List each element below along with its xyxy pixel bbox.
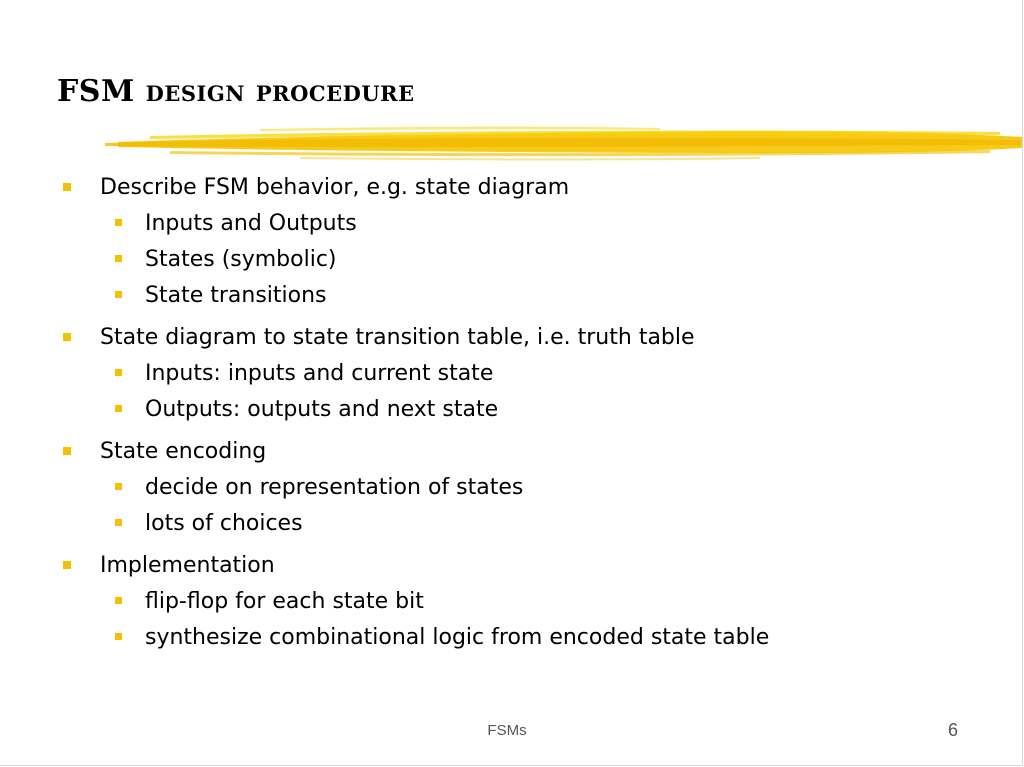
sub-bullet-item — [100, 242, 960, 278]
sub-bullet-text: Outputs: outputs and next state — [145, 397, 499, 422]
highlighter-brush-stroke — [0, 120, 1024, 164]
bullet-text: State encoding — [100, 439, 267, 464]
page-number: 6 — [947, 720, 958, 740]
square-bullet-icon — [63, 183, 71, 191]
sub-bullet-list — [100, 356, 960, 428]
sub-bullet-item — [100, 620, 960, 656]
sub-bullet-item — [100, 356, 960, 392]
sub-bullet-item — [100, 584, 960, 620]
square-bullet-icon — [115, 219, 122, 226]
sub-bullet-text: lots of choices — [145, 511, 303, 536]
footer-text: FSMs — [487, 722, 527, 739]
sub-bullet-item — [100, 506, 960, 542]
bullet-text: State diagram to state transition table, i.e. truth table — [100, 325, 695, 350]
bullet-text: Implementation — [100, 553, 275, 578]
square-bullet-icon — [115, 519, 122, 526]
sub-bullet-item — [100, 392, 960, 428]
sub-bullet-text: synthesize combinational logic from encoded state table — [145, 625, 770, 650]
sub-bullet-text: State transitions — [145, 283, 327, 308]
sub-bullet-text: decide on representation of states — [145, 475, 524, 500]
sub-bullet-text: Inputs: inputs and current state — [145, 361, 494, 386]
square-bullet-icon — [63, 447, 71, 455]
sub-bullet-item — [100, 470, 960, 506]
square-bullet-icon — [115, 369, 122, 376]
square-bullet-icon — [115, 291, 122, 298]
slide-title: FSM design procedure — [57, 74, 415, 109]
sub-bullet-item — [100, 278, 960, 314]
sub-bullet-list — [100, 470, 960, 542]
bullet-list — [60, 170, 960, 656]
bullet-item — [60, 320, 960, 428]
sub-bullet-text: Inputs and Outputs — [145, 211, 357, 236]
square-bullet-icon — [115, 405, 122, 412]
bullet-item — [60, 170, 960, 314]
sub-bullet-list — [100, 584, 960, 656]
bullet-item — [60, 434, 960, 542]
square-bullet-icon — [115, 597, 122, 604]
square-bullet-icon — [115, 633, 122, 640]
sub-bullet-text: States (symbolic) — [145, 247, 337, 272]
sub-bullet-text: flip-flop for each state bit — [145, 589, 424, 614]
square-bullet-icon — [115, 483, 122, 490]
sub-bullet-item — [100, 206, 960, 242]
square-bullet-icon — [115, 255, 122, 262]
bullet-item — [60, 548, 960, 656]
square-bullet-icon — [63, 561, 71, 569]
square-bullet-icon — [63, 333, 71, 341]
bullet-text: Describe FSM behavior, e.g. state diagram — [100, 175, 570, 200]
sub-bullet-list — [100, 206, 960, 314]
